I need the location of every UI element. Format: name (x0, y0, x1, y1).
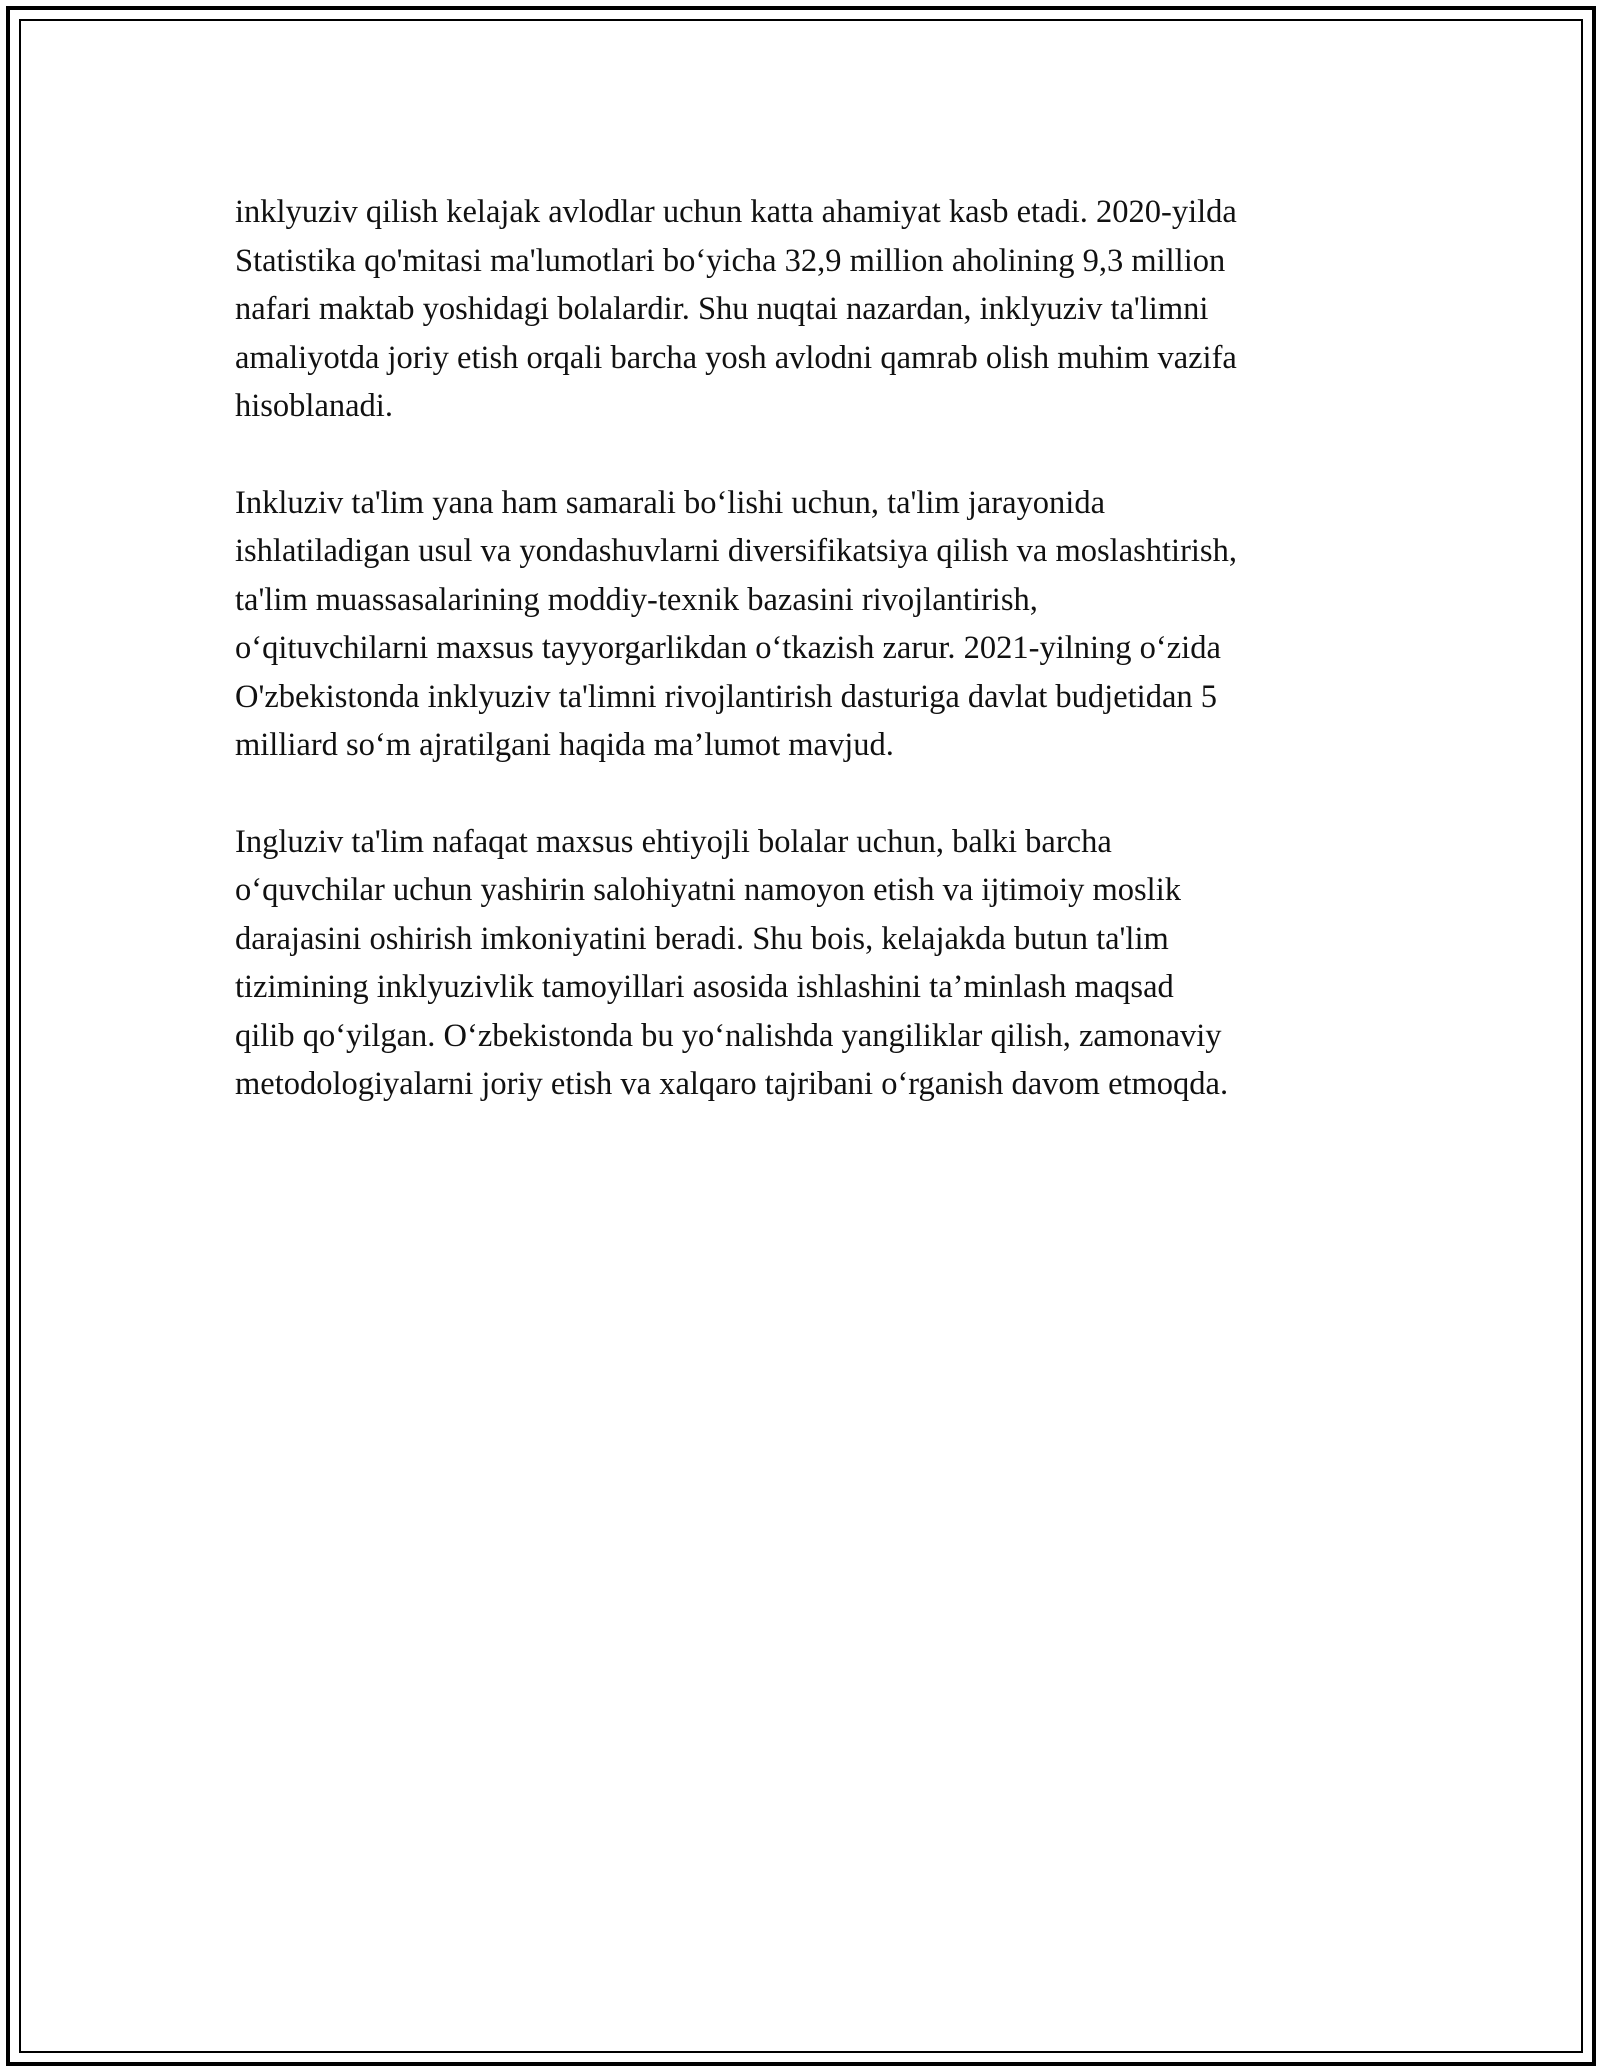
text-line: ishlatiladigan usul va yondashuvlarni diversifikatsiya qilish va moslashtirish, (235, 533, 1237, 569)
text-line: tizimining inklyuzivlik tamoyillari asosida ishlashini ta’minlash maqsad (235, 969, 1174, 1005)
text-line: qilib qo‘yilgan. O‘zbekistonda bu yo‘nalishda yangiliklar qilish, zamonaviy (235, 1017, 1222, 1054)
text-line: o‘qituvchilarni maxsus tayyorgarlikdan o‘tkazish zarur. 2021-yilning o‘zida (235, 630, 1221, 666)
text-line: milliard so‘m ajratilgani haqida ma’lumot mavjud. (235, 727, 894, 763)
document-body (235, 188, 1375, 1157)
paragraph-3 (235, 818, 1375, 1109)
text-line: nafari maktab yoshidagi bolalardir. Shu nuqtai nazardan, inklyuziv ta'limni (235, 291, 1209, 327)
text-line: inklyuziv qilish kelajak avlodlar uchun katta ahamiyat kasb etadi. 2020-yilda (235, 194, 1237, 230)
text-line: o‘quvchilar uchun yashirin salohiyatni namoyon etish va ijtimoiy moslik (235, 872, 1181, 908)
text-line: ta'lim muassasalarining moddiy-texnik bazasini rivojlantirish, (235, 581, 1038, 618)
text-line: Inkluziv ta'lim yana ham samarali bo‘lishi uchun, ta'lim jarayonida (235, 484, 1106, 521)
text-line: O'zbekistonda inklyuziv ta'limni rivojlantirish dasturiga davlat budjetidan 5 (235, 678, 1217, 715)
text-line: Ingluziv ta'lim nafaqat maxsus ehtiyojli bolalar uchun, balki barcha (235, 823, 1112, 860)
text-line: metodologiyalarni joriy etish va xalqaro tajribani o‘rganish davom etmoqda. (235, 1066, 1229, 1102)
text-line: hisoblanadi. (235, 388, 393, 424)
text-line: darajasini oshirish imkoniyatini beradi. Shu bois, kelajakda butun ta'lim (235, 920, 1169, 957)
text-line: amaliyotda joriy etish orqali barcha yosh avlodni qamrab olish muhim vazifa (235, 339, 1237, 376)
paragraph-1 (235, 188, 1375, 431)
paragraph-2 (235, 479, 1375, 770)
text-line: Statistika qo'mitasi ma'lumotlari bo‘yicha 32,9 million aholining 9,3 million (235, 242, 1226, 279)
